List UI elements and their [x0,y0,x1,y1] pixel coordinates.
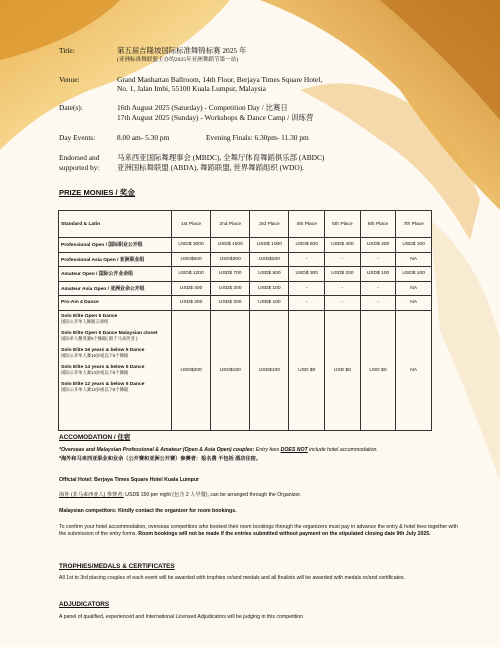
table-row [59,238,432,253]
table-row [59,281,432,296]
date-workshop: 17th August 2025 (Sunday) - Workshops & Dance Camp / 训练营 [117,113,314,122]
prize-cell: USD$500 [172,252,211,267]
prize-cell: USD$300 [211,252,250,267]
title-label: Title: [59,46,75,55]
prize-cell: USD$150 [211,310,250,430]
col-header: 6th Place [360,211,396,238]
prize-cell: USD$ 300 [289,267,325,282]
adjudicators-heading: ADJUDICATORS [59,601,110,608]
prize-cell: USD$ 100 [250,296,289,311]
prize-cell: USD$ 200 [325,267,361,282]
category-cell: Pro-Am 4 Dance [59,296,172,311]
prize-cell: USD $0 [360,310,396,430]
solo-category-sub: 国际公开单人舞蹈五项组 [61,318,109,324]
endorsed-label-2: supported by: [59,163,100,172]
prize-cell: - [325,281,361,296]
col-header: Standard & Latin [59,211,172,238]
venue-line1: Grand Manhattan Ballroom, 14th Floor, Berjaya Times Square Hotel, [117,75,323,84]
solo-category-sub: 国际公开单人赛12岁或以下5个舞蹈 [61,386,129,392]
endorsed-line1: 马来西亚国际舞理事会 (MBDC), 全舞厅体育舞蹈俱乐部 (ABDC) [117,153,325,162]
solo-category [61,382,169,393]
endorsed-label: Endorsed and [59,153,100,162]
prize-cell: USD$ 100 [250,281,289,296]
prize-cell: USD$ 700 [211,267,250,282]
category-cell: Professional Asia Open / 亚洲职业组 [59,252,172,267]
prize-cell: USD$ 500 [250,267,289,282]
prize-cell: USD$ 100 [396,267,432,282]
solo-category-title: Solo Elite 12 years & below 5 Dance [61,381,145,387]
prize-cell: NA [396,310,432,430]
accommodation-note-tail: include hotel accommodation. [307,447,378,453]
table-row-solo [59,310,432,430]
solo-category-title: Solo Elite 16 years & below 5 Dance [61,347,145,353]
table-row [59,267,432,282]
solo-category-sub: 国际公开单人赛16岁或以下5个舞蹈 [61,352,129,358]
col-header: 1st Place [172,211,211,238]
day-events-label: Day Events: [59,133,96,142]
solo-category [61,331,169,342]
prize-cell: NA [396,252,432,267]
room-rate-lead: 海外 (非马来西亚人) 参赛者: [59,492,124,498]
accommodation-note-lead: *Overseas and Malaysian Professional & Amateur (Open & Asia Open) couples: [59,447,255,453]
prize-cell: USD$200 [172,310,211,430]
evening-finals-time: Evening Finals: 6.30pm- 11.30 pm [206,133,309,142]
prize-cell: - [289,281,325,296]
prize-cell: USD$ 100 [360,267,396,282]
solo-category [61,365,169,376]
prize-cell: USD$ 200 [211,296,250,311]
prize-cell: USD$ 300 [172,296,211,311]
booking-confirmation [59,524,459,538]
trophies-text: All 1st to 3rd placing couples of each event will be awarded with trophies or/and medals and all finalists will be awarded with medals or/and certificates. [59,575,406,581]
solo-category-title: Solo Elite Open 5 Dance Malaysian closet [61,330,158,336]
prize-cell: - [325,296,361,311]
day-events-time: 8.00 am- 5.30 pm [117,133,170,142]
prize-cell: USD $0 [289,310,325,430]
prize-cell: - [360,252,396,267]
prize-cell: NA [396,281,432,296]
prize-cell: USD$ 400 [325,238,361,253]
trophies-heading: TROPHIES/MEDALS & CERTIFICATES [59,563,175,570]
prize-table-header [59,211,432,238]
accommodation-note-mid: Entry fees [254,447,281,453]
title-subtitle: (亚洲标准舞联盟主办的2025年亚洲舞蹈节第一站) [117,57,239,63]
prize-cell: - [325,252,361,267]
solo-category [61,314,169,325]
col-header: 3rd Place [250,211,289,238]
prize-cell: USD$ 200 [360,238,396,253]
prize-cell: USD$ 3000 [172,238,211,253]
venue-line2: No. 1, Jalan Imbi, 55100 Kuala Lumpur, Malaysia [117,84,266,93]
accommodation-note-en [59,447,459,454]
prize-table [58,210,432,431]
prize-monies-heading: PRIZE MONIES / 奖金 [59,188,135,197]
prize-cell: USD$ 100 [396,238,432,253]
prize-cell: USD$ 1000 [250,238,289,253]
col-header: 2nd Place [211,211,250,238]
malaysian-competitors: Malaysian competitors: Kindly contact the organizer for room bookings. [59,508,237,514]
category-cell: Amateur Asia Open / 亚洲业余公开组 [59,281,172,296]
solo-category-sub: 国际公开单人赛14岁或以下5个舞蹈 [61,369,129,375]
col-header: 7th Place [396,211,432,238]
col-header: 4th Place [289,211,325,238]
table-row [59,296,432,311]
prize-cell: USD$ 600 [289,238,325,253]
title-value: 第五届吉隆坡国际标准舞锦标赛 2025 年 [117,46,247,55]
prize-cell: USD$100 [250,310,289,430]
prize-cell: USD$200 [250,252,289,267]
solo-category-sub: 国际单人精英赛5个舞蹈( 限于马来西亚 ) [61,335,138,341]
room-rate [59,492,459,499]
prize-cell: USD $0 [325,310,361,430]
prize-cell: USD$ 200 [211,281,250,296]
prize-cell: - [360,296,396,311]
prize-cell: NA [396,296,432,311]
accommodation-heading: ACCOMODATION / 住宿 [59,434,131,441]
date-competition: 16th August 2025 (Saturday) - Competition Day / 比赛日 [117,103,288,112]
venue-label: Venue: [59,75,80,84]
accommodation-note-cn: *海外和马来西亚职业和业余（公开赛和亚洲公开赛）参赛者：报名费 不包括 酒店住宿。 [59,456,262,462]
prize-cell: USD$ 1200 [172,267,211,282]
category-cell: Professional Open / 国际职业公开组 [59,238,172,253]
prize-cell: - [289,252,325,267]
table-row [59,252,432,267]
solo-category-title: Solo Elite 14 years & below 5 Dance [61,364,145,370]
prize-cell: USD$ 400 [172,281,211,296]
prize-cell: - [289,296,325,311]
dates-label: Date(s): [59,103,83,112]
adjudicators-text: A panel of qualified, experienced and International Licensed Adjudicators will be judging in this competition [59,614,303,620]
solo-category-cell [59,310,172,430]
endorsed-line2: 亚洲国标舞联盟 (ABDA), 舞蹈联盟, 世界舞蹈组织 (WDO). [117,163,305,172]
booking-confirmation-text: To confirm your hotel accommodation, overseas competitors who booked their room bookings through the organizers must pay in advance the entry & hotel fees together with the submission of the entry forms. [59,524,458,537]
accommodation-note-emphasis: DOES NOT [280,447,308,453]
category-cell: Amateur Open / 国际公开业余组 [59,267,172,282]
solo-category [61,348,169,359]
col-header: 5th Place [325,211,361,238]
solo-category-title: Solo Elite Open 5 Dance [61,313,118,319]
official-hotel: Official Hotel: Berjaya Times Square Hotel Kuala Lumpur [59,477,200,483]
booking-confirmation-warning: Room bookings will not be made if the entries submitted without payment on the stipulated closing date 9th July 2025. [138,531,431,537]
prize-cell: USD$ 1500 [211,238,250,253]
prize-cell: - [360,281,396,296]
room-rate-detail: USD$ 150 per night (包含 2 人早餐), can be arranged through the Organizer. [123,492,302,498]
